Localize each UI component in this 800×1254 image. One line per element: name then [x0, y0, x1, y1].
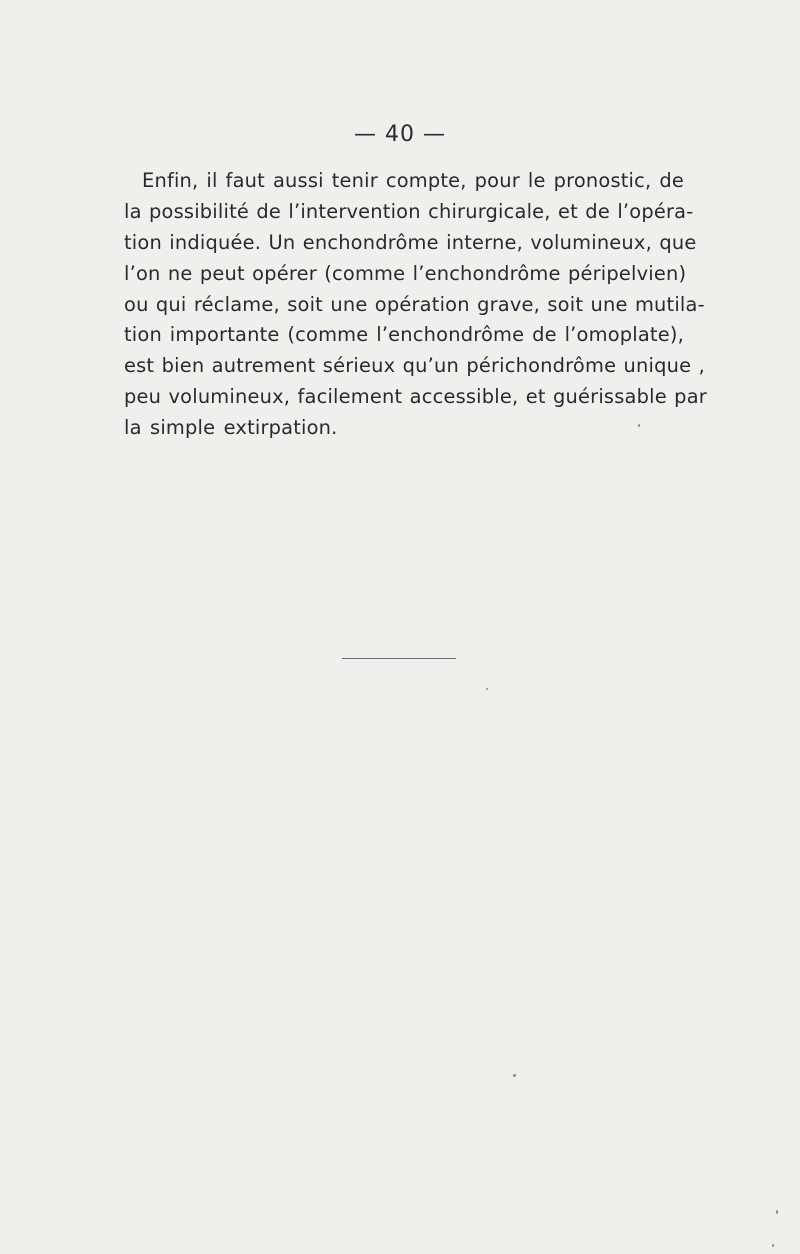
text-line: la possibilité de l’intervention chirurgicale, et de l’opéra-	[124, 199, 694, 223]
paper-speck	[486, 688, 488, 690]
paper-speck	[776, 1210, 778, 1214]
text-line: ou qui réclame, soit une opération grave, soit une mutila-	[124, 292, 705, 316]
text-line: Enfin, il faut aussi tenir compte, pour le pronostic, de	[142, 169, 684, 192]
text-line: la simple extirpation.	[124, 416, 338, 440]
page-number: — 40 —	[354, 122, 446, 147]
paper-speck	[513, 1074, 516, 1077]
paper-speck	[772, 1244, 774, 1247]
body-paragraph	[124, 166, 707, 444]
text-line: l’on ne peut opérer (comme l’enchondrôme péripelvien)	[124, 261, 687, 285]
section-divider	[342, 658, 456, 659]
text-line: peu volumineux, facilement accessible, et guérissable par	[124, 385, 707, 409]
text-line: tion indiquée. Un enchondrôme interne, volumineux, que	[124, 230, 697, 254]
text-line: tion importante (comme l’enchondrôme de l’omoplate),	[124, 323, 684, 347]
text-line: est bien autrement sérieux qu’un périchondrôme unique ,	[124, 354, 705, 378]
paper-speck	[638, 424, 640, 427]
